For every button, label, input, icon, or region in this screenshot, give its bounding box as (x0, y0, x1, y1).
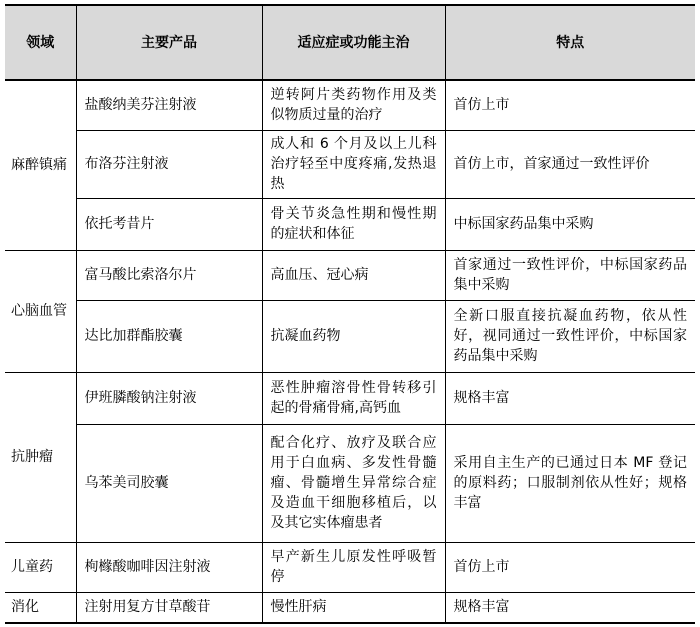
product-cell: 乌苯美司胶囊 (76, 424, 262, 542)
table-row (5, 198, 695, 250)
indication-cell: 配合化疗、放疗及联合应用于白血病、多发性骨髓瘤、骨髓增生异常综合症及造血干细胞移植后，以及其它实体瘤患者 (262, 424, 445, 542)
indication-cell: 恶性肿瘤溶骨性骨转移引起的骨痛骨痛,高钙血 (262, 372, 445, 424)
product-cell: 达比加群酯胶囊 (76, 300, 262, 372)
feature-cell: 首家通过一致性评价，中标国家药品集中采购 (445, 250, 695, 300)
domain-cell: 儿童药 (5, 542, 76, 592)
table-row (5, 592, 695, 623)
table-row (5, 80, 695, 130)
table-row (5, 250, 695, 300)
domain-cell: 消化 (5, 592, 76, 623)
product-cell: 盐酸纳美芬注射液 (76, 80, 262, 130)
feature-cell: 采用自主生产的已通过日本 MF 登记的原料药；口服制剂依从性好；规格丰富 (445, 424, 695, 542)
product-table (5, 4, 695, 624)
domain-cell: 抗肿瘤 (5, 372, 76, 542)
header-product: 主要产品 (76, 5, 262, 80)
product-cell: 富马酸比索洛尔片 (76, 250, 262, 300)
feature-cell: 首仿上市 (445, 80, 695, 130)
product-cell: 伊班膦酸钠注射液 (76, 372, 262, 424)
indication-cell: 慢性肝病 (262, 592, 445, 623)
indication-cell: 抗凝血药物 (262, 300, 445, 372)
feature-cell: 全新口服直接抗凝血药物，依从性好，视同通过一致性评价，中标国家药品集中采购 (445, 300, 695, 372)
product-cell: 依托考昔片 (76, 198, 262, 250)
table-row (5, 542, 695, 592)
indication-cell: 逆转阿片类药物作用及类似物质过量的治疗 (262, 80, 445, 130)
feature-cell: 首仿上市 (445, 542, 695, 592)
header-domain: 领域 (5, 5, 76, 80)
product-cell: 布洛芬注射液 (76, 130, 262, 198)
table-row (5, 424, 695, 542)
table-row (5, 130, 695, 198)
header-indication: 适应症或功能主治 (262, 5, 445, 80)
indication-cell: 成人和 6 个月及以上儿科治疗轻至中度疼痛,发热退热 (262, 130, 445, 198)
product-cell: 注射用复方甘草酸苷 (76, 592, 262, 623)
domain-cell: 心脑血管 (5, 250, 76, 372)
feature-cell: 规格丰富 (445, 372, 695, 424)
product-cell: 枸橼酸咖啡因注射液 (76, 542, 262, 592)
indication-cell: 高血压、冠心病 (262, 250, 445, 300)
domain-cell: 麻醉镇痛 (5, 80, 76, 250)
indication-cell: 骨关节炎急性期和慢性期的症状和体征 (262, 198, 445, 250)
feature-cell: 首仿上市，首家通过一致性评价 (445, 130, 695, 198)
feature-cell: 中标国家药品集中采购 (445, 198, 695, 250)
table-row (5, 372, 695, 424)
header-feature: 特点 (445, 5, 695, 80)
feature-cell: 规格丰富 (445, 592, 695, 623)
header-row (5, 5, 695, 80)
table-row (5, 300, 695, 372)
indication-cell: 早产新生儿原发性呼吸暂停 (262, 542, 445, 592)
